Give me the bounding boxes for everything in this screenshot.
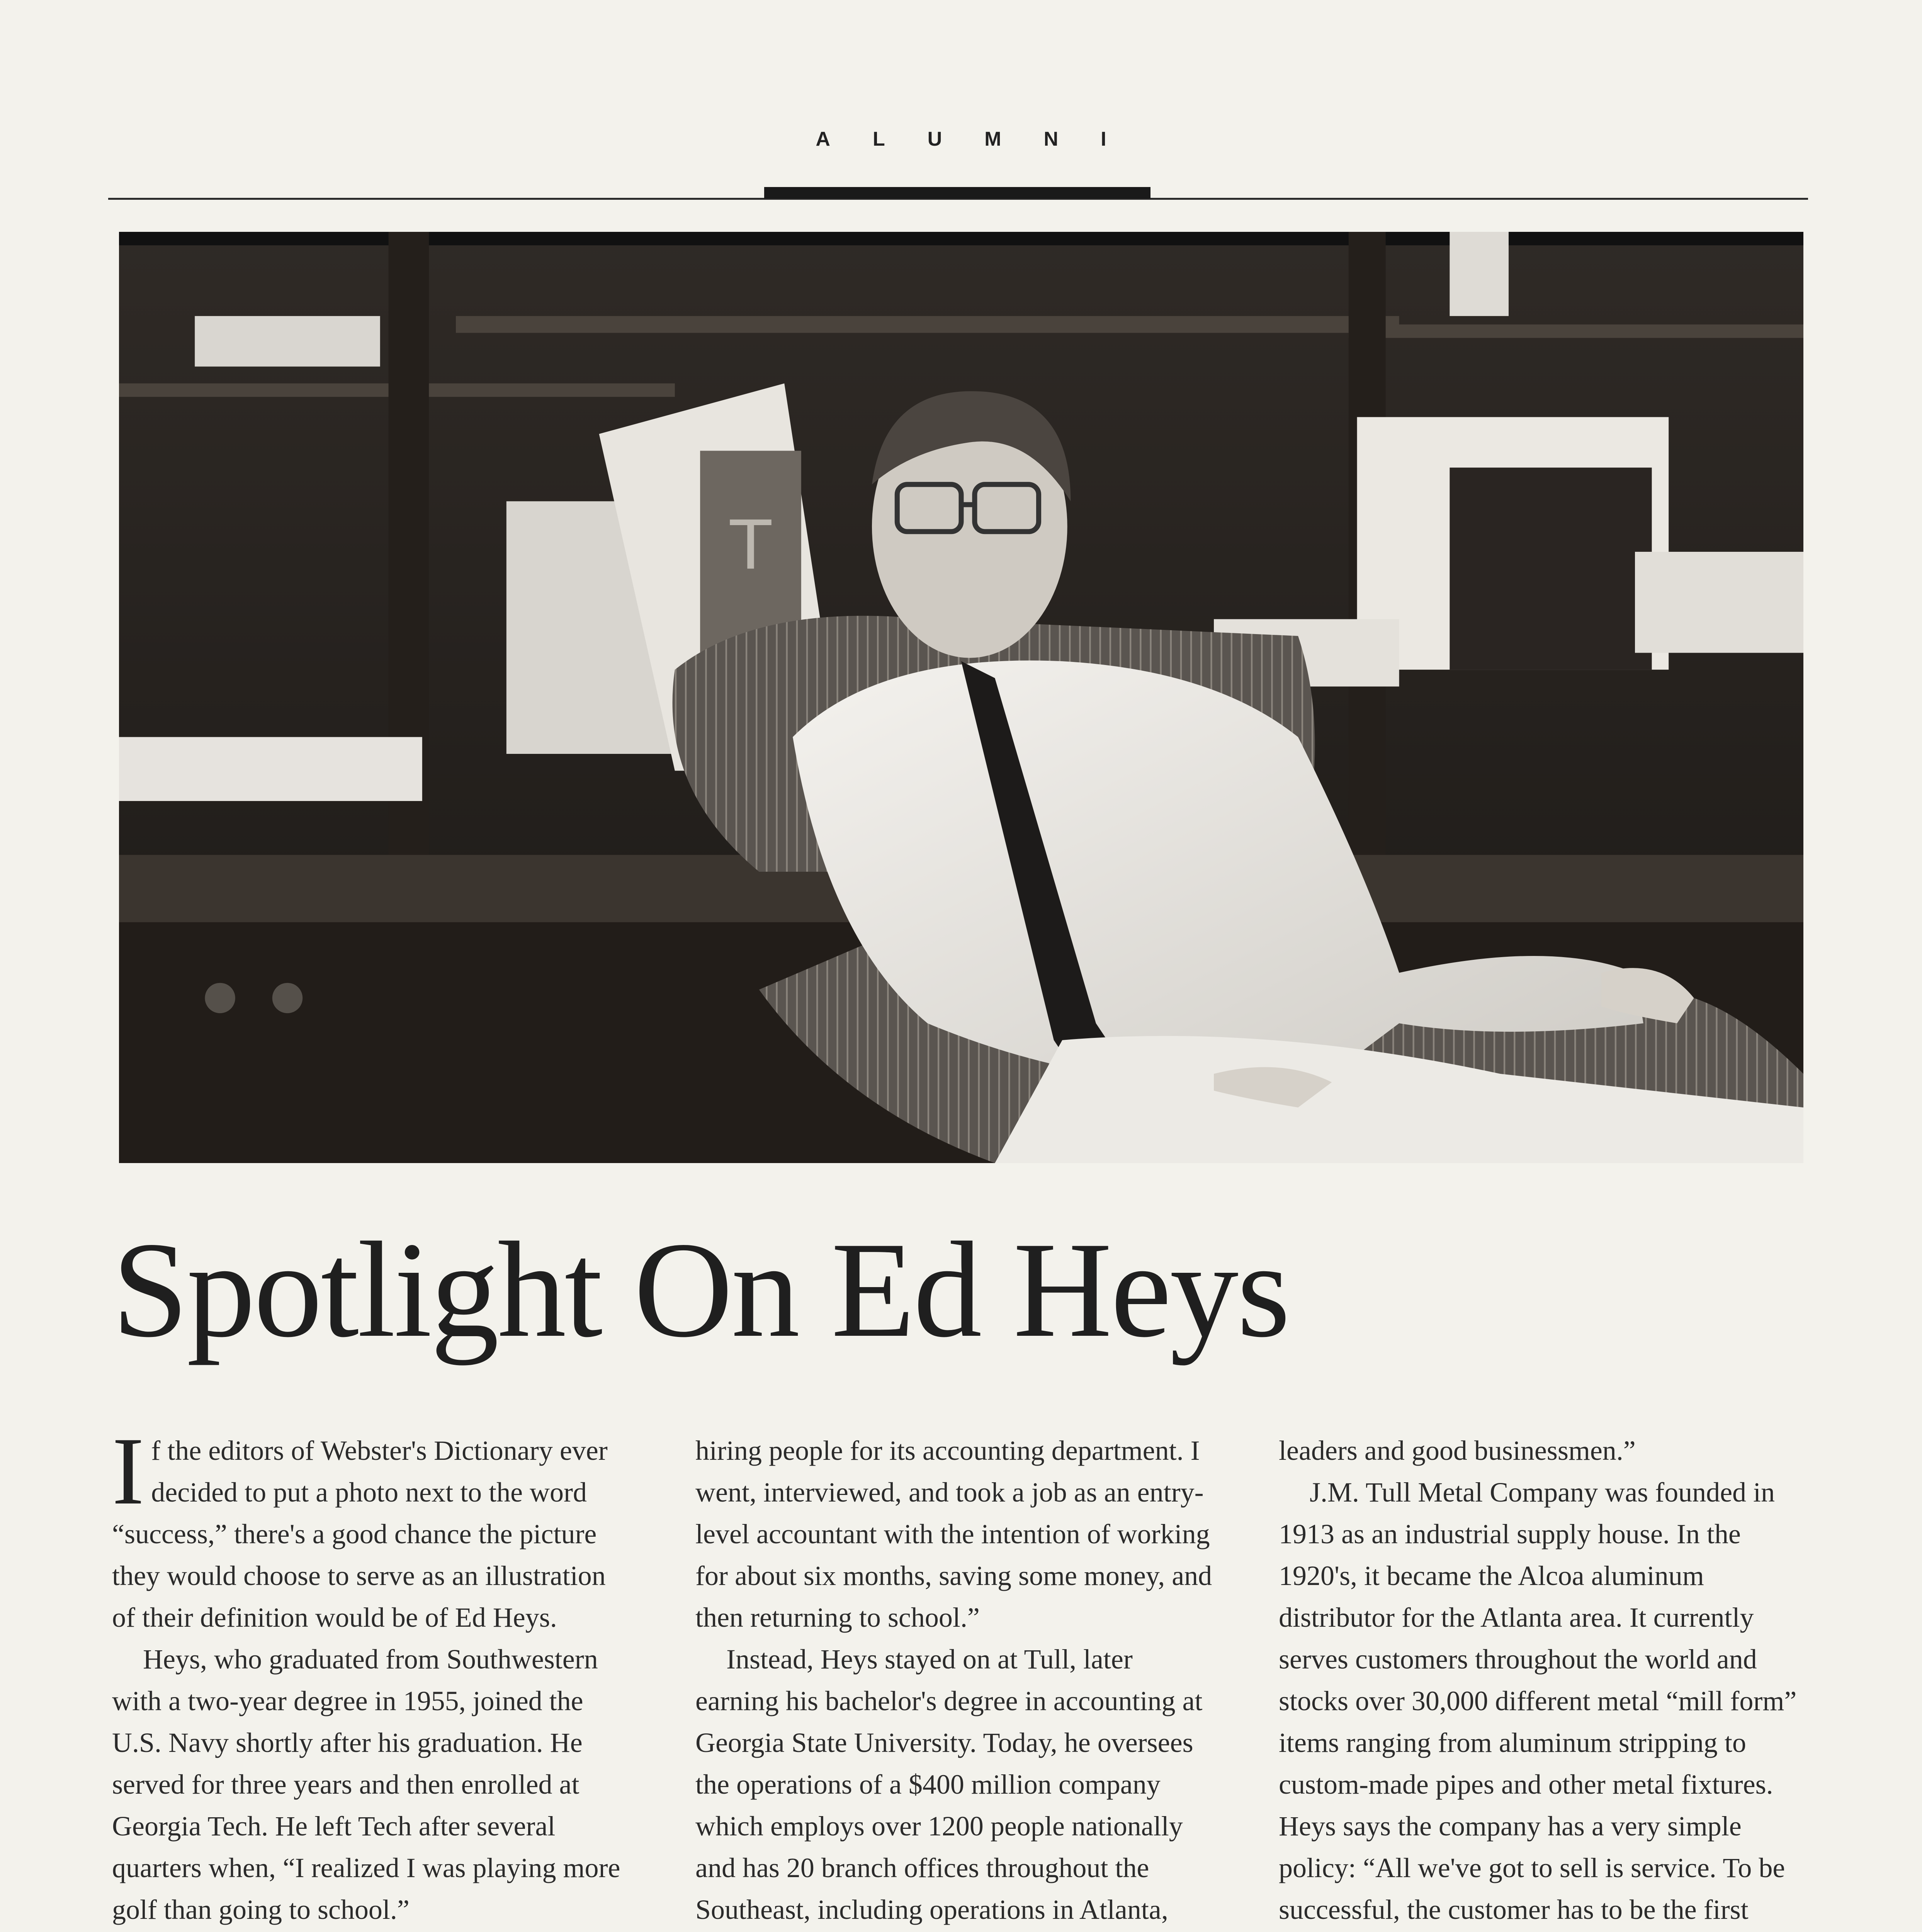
- article-column-3: [1279, 1430, 1800, 1932]
- drop-cap: I: [112, 1418, 144, 1525]
- article-column-1: [112, 1418, 634, 1932]
- article-paragraph: [112, 1418, 634, 1638]
- article-paragraph: Instead, Heys stayed on at Tull, later earning his bachelor's degree in accounting at Georgia State University. Today, he oversees the operations of a $400 million company which employs over 1200 people nationally and has 20 branch offices throughout the Southeast, including operations in Atlanta,: [695, 1644, 1203, 1925]
- monitor-screen-glyph: T: [730, 506, 772, 585]
- header-rule-accent: [764, 187, 1150, 199]
- article-title: Spotlight On Ed Heys: [112, 1214, 1289, 1366]
- article-paragraph: Heys, who graduated from Southwestern with a two-year degree in 1955, joined the U.S. Navy shortly after his graduation. He served for three years and then enrolled at Georgia Tech. He left Tech after several quarters when, “I realized I was playing more golf than going to school.”: [112, 1644, 620, 1925]
- office-portrait-illustration: [119, 232, 1803, 1163]
- article-paragraph: hiring people for its accounting department. I went, interviewed, and took a job as an entry-level accountant with the intention of working for about six months, saving some money, and then returning to school.”: [695, 1435, 1212, 1633]
- article-photo: [119, 232, 1803, 1163]
- article-paragraph: J.M. Tull Metal Company was founded in 1913 as an industrial supply house. In the 1920's, it became the Alcoa aluminum distributor for the Atlanta area. It currently serves customers throughout the world and stocks over 30,000 different metal “mill form” items ranging from aluminum stripping to custom-made pipes and other metal fixtures. Heys says the company has a very simple policy: “All we've got to sell is service. To be successful, the customer has to be the first: [1279, 1477, 1797, 1925]
- article-paragraph: leaders and good businessmen.”: [1279, 1435, 1636, 1466]
- paragraph-text: f the editors of Webster's Dictionary ever decided to put a photo next to the word “success,” there's a good chance the picture they would choose to serve as an illustration of their definition would be of Ed Heys.: [112, 1435, 608, 1633]
- section-label: ALUMNI: [816, 128, 1149, 150]
- article-column-2: [695, 1430, 1217, 1932]
- article-paragraph: [112, 1930, 634, 1932]
